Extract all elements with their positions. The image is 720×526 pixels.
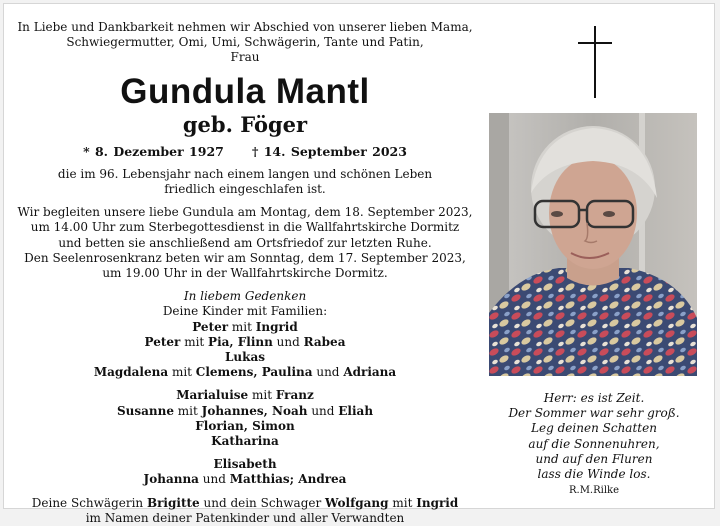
children-heading: Deine Kinder mit Familien: bbox=[162, 304, 328, 319]
deceased-name: Gundula Mantl bbox=[120, 71, 370, 111]
life-dates bbox=[10, 144, 480, 159]
family-line-katharina: Katharina bbox=[211, 434, 279, 449]
poem-author: R.M.Rilke bbox=[568, 485, 620, 496]
obituary-text bbox=[10, 8, 480, 526]
rosary-line-2: um 19.00 Uhr in der Wallfahrtskirche Dormitz. bbox=[102, 266, 388, 281]
intro-line-2: Schwiegermutter, Omi, Umi, Schwägerin, Tante und Patin, bbox=[66, 35, 424, 50]
intro-line-1: In Liebe und Dankbarkeit nehmen wir Abschied von unserer lieben Mama, bbox=[17, 20, 473, 34]
poem-line-2: Der Sommer war sehr groß. bbox=[508, 406, 680, 421]
funeral-line-3: und betten sie anschließend am Ortsfriedof zur letzten Ruhe. bbox=[58, 235, 432, 250]
birth-name: geb. Föger bbox=[182, 111, 308, 137]
birth-date: * 8. Dezember 1927 bbox=[83, 143, 224, 159]
funeral-line-1: Wir begleiten unsere liebe Gundula am Montag, dem 18. September 2023, bbox=[17, 205, 473, 220]
family-line-magdalena: Magdalena mit Clemens, Paulina und Adriana bbox=[93, 365, 397, 380]
poem-line-6: lass die Winde los. bbox=[537, 467, 651, 482]
rosary-line-1: Den Seelenrosenkranz beten wir am Sonntag, dem 17. September 2023, bbox=[24, 250, 466, 265]
poem-line-3: Leg deinen Schatten bbox=[531, 421, 657, 436]
death-line-2: friedlich eingeschlafen ist. bbox=[164, 182, 326, 197]
family-line-susanne: Susanne mit Johannes, Noah und Eliah bbox=[116, 403, 374, 418]
poem-line-4: auf die Sonnenuhren, bbox=[528, 436, 660, 451]
inlaws-line: Deine Schwägerin Brigitte und dein Schwager Wolfgang mit Ingrid bbox=[31, 495, 459, 510]
funeral-line-2: um 14.00 Uhr zum Sterbegottesdienst in die Wallfahrtskirche Dormitz bbox=[30, 220, 460, 235]
death-line-1: die im 96. Lebensjahr nach einem langen und schönen Leben bbox=[57, 166, 433, 181]
family-line-florian: Florian, Simon bbox=[195, 418, 295, 433]
intro-line-3: Frau bbox=[230, 50, 260, 65]
cross-icon bbox=[578, 26, 612, 98]
death-date: † 14. September 2023 bbox=[251, 143, 407, 159]
relatives-line: im Namen deiner Patenkinder und aller Verwandten bbox=[85, 510, 405, 525]
portrait-photo bbox=[489, 113, 697, 376]
poem-line-1: Herr: es ist Zeit. bbox=[543, 391, 645, 405]
family-line-elisabeth: Elisabeth bbox=[213, 457, 277, 472]
memorial-line: In liebem Gedenken bbox=[183, 289, 307, 304]
family-line-peter-pia: Peter mit Pia, Flinn und Rabea bbox=[144, 334, 346, 349]
obituary-card bbox=[3, 3, 715, 525]
family-line-johanna: Johanna und Matthias; Andrea bbox=[143, 472, 347, 487]
family-line-peter-ingrid: Peter mit Ingrid bbox=[192, 319, 298, 334]
family-line-lukas: Lukas bbox=[224, 350, 265, 365]
poem-line-5: und auf den Fluren bbox=[535, 451, 653, 466]
poem bbox=[494, 391, 694, 482]
family-line-marialuise: Marialuise mit Franz bbox=[176, 388, 314, 403]
